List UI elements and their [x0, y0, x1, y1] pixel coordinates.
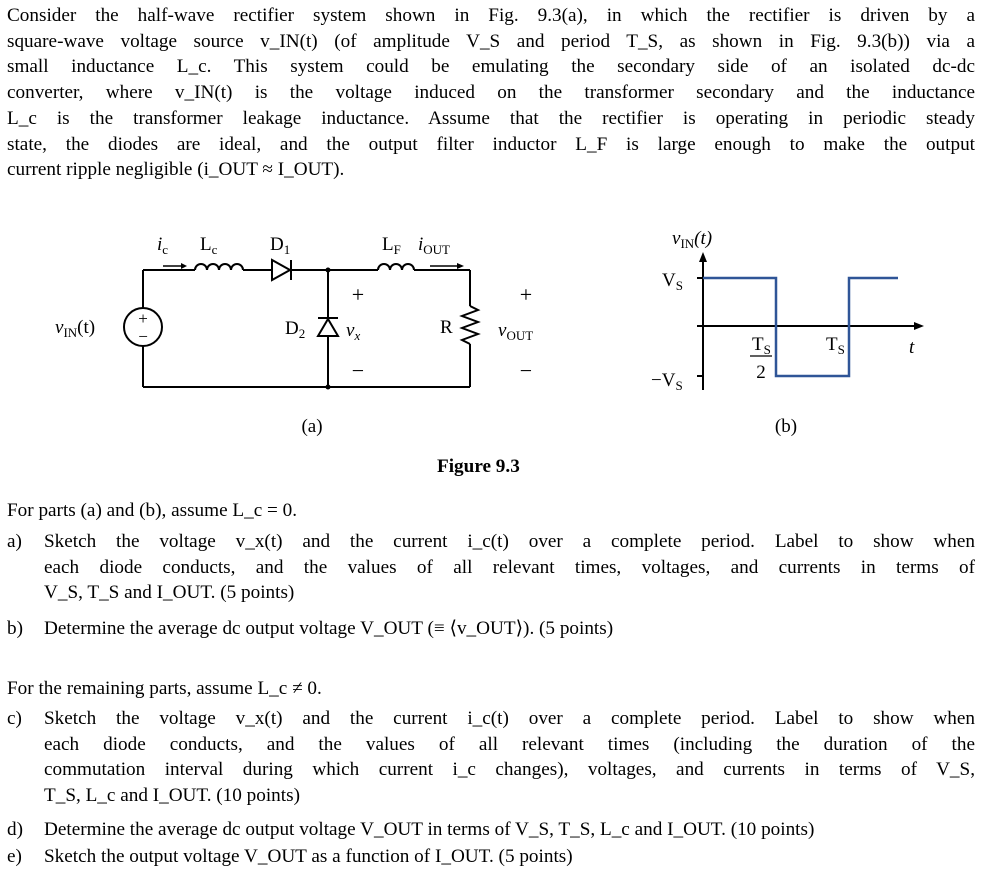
vx-plus: +	[351, 282, 365, 307]
plot-y-label: $v_{IN}(t)$	[672, 228, 713, 251]
ts-half-den: 2	[756, 362, 766, 383]
question-c-line: Sketch the voltage v_x(t) and the current i_c(t) over a complete period. Label to show when	[44, 708, 975, 729]
part-ab-intro: For parts (a) and (b), assume L_c = 0.	[7, 500, 298, 521]
question-b-line: Determine the average dc output voltage V_OUT (≡ ⟨v_OUT⟩). (5 points)	[44, 618, 614, 639]
vout-minus: −	[519, 358, 533, 383]
question-a-line: V_S, T_S and I_OUT. (5 points)	[44, 582, 295, 604]
lf-label: $L_F$	[382, 234, 401, 257]
d2-label: $D_2$	[285, 318, 306, 341]
ts-half-label: $T_S$	[752, 334, 771, 357]
question-a-line: Sketch the voltage v_x(t) and the current i_c(t) over a complete period. Label to show when	[44, 531, 975, 552]
problem-intro	[7, 3, 975, 183]
question-b-label: b)	[7, 618, 23, 639]
t-axis-label: t	[909, 337, 915, 358]
lc-label: $L_c$	[200, 234, 218, 257]
r-label: R	[440, 317, 453, 338]
question-c-line: T_S, L_c and I_OUT. (10 points)	[44, 785, 300, 807]
part-cde-intro: For the remaining parts, assume L_c ≠ 0.	[7, 678, 322, 699]
question-d-line: Determine the average dc output voltage V_OUT in terms of V_S, T_S, L_c and I_OUT. (10 points)	[44, 819, 815, 840]
question-c-line: each diode conducts, and the values of all relevant times (including the duration of the	[44, 733, 975, 755]
d1-label: $D_1$	[270, 234, 291, 257]
question-c-label: c)	[7, 708, 22, 729]
intro-line: L_c is the transformer leakage inductance. Assume that the rectifier is operating in periodic steady	[7, 107, 975, 129]
vout-plus: +	[519, 282, 533, 307]
vin-label: $v_{IN}(t)$	[55, 317, 96, 340]
vx-minus: −	[351, 358, 365, 383]
figure-b-label: (b)	[774, 416, 798, 437]
vout-label: $v_{OUT}$	[498, 320, 534, 343]
question-a-line: each diode conducts, and the values of all relevant times, voltages, and currents in terms of	[44, 556, 975, 578]
question-c-line: commutation interval during which current i_c changes), voltages, and currents in terms of V_S,	[44, 759, 975, 781]
intro-line: converter, where v_IN(t) is the voltage induced on the transformer secondary and the inductance	[7, 82, 975, 104]
vs-label: $V_S$	[662, 270, 683, 293]
vx-label: $v_x$	[346, 320, 361, 343]
ts-label: $T_S$	[826, 334, 845, 357]
question-e-line: Sketch the output voltage V_OUT as a function of I_OUT. (5 points)	[44, 846, 573, 867]
intro-line: small inductance L_c. This system could be emulating the secondary side of an isolated dc-dc	[7, 56, 975, 78]
source-plus: +	[138, 309, 148, 328]
iout-label: $i_{OUT}$	[418, 234, 450, 257]
ic-label: $i_c$	[157, 234, 169, 257]
intro-line: current ripple negligible (i_OUT ≈ I_OUT).	[7, 159, 345, 181]
figure-caption: Figure 9.3	[437, 456, 520, 477]
question-d-label: d)	[7, 819, 23, 840]
neg-vs-label: $-V_S$	[651, 370, 683, 393]
square-wave-plot	[620, 220, 960, 450]
question-e-label: e)	[7, 846, 22, 867]
circuit-diagram	[0, 220, 600, 450]
question-a-label: a)	[7, 531, 22, 552]
intro-line: state, the diodes are ideal, and the output filter inductor L_F is large enough to make the output	[7, 133, 975, 155]
source-minus: −	[138, 327, 148, 346]
figure-a-label: (a)	[301, 416, 323, 437]
intro-line: square-wave voltage source v_IN(t) (of amplitude V_S and period T_S, as shown in Fig. 9.3(b)) via a	[7, 30, 975, 52]
intro-line: Consider the half-wave rectifier system shown in Fig. 9.3(a), in which the rectifier is driven by a	[7, 5, 975, 26]
